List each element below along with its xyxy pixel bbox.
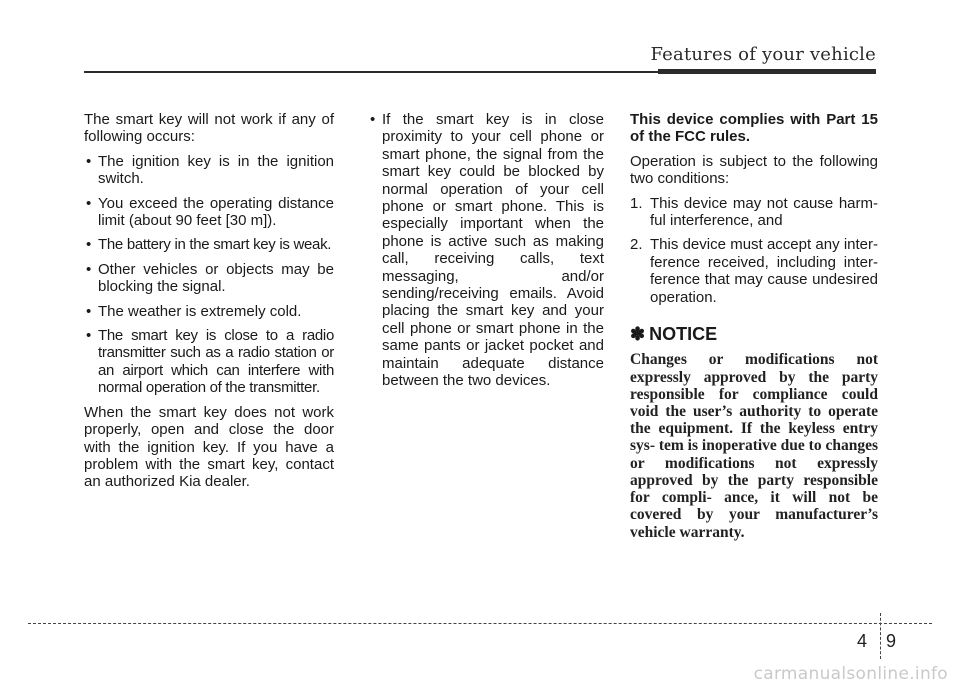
list-item: • The ignition key is in the ignition switch.	[84, 153, 334, 188]
closing-paragraph: When the smart key does not work properly, open and close the door with the ignition key. If you have a problem with the smart key, contact an authorized Kia dealer.	[84, 403, 334, 491]
list-item: • If the smart key is in close proximity to your cell phone or smart phone, the signal from the smart key could be blocked by normal operation of your cell phone or smart phone. This is especially important when the phone is active such as making call, receiving calls, text messaging, and/or sending/receiving emails. Avoid placing the smart key and your cell phone or smart phone in the same pants or jacket pocket and maintain adequate distance between the two devices.	[368, 111, 604, 390]
list-item-text: This device must accept any inter- ference received, including inter- ference that may cause undesired operation.	[650, 236, 878, 306]
list-item	[630, 195, 878, 230]
list-item: • The battery in the smart key is weak.	[84, 236, 334, 253]
operation-paragraph: Operation is subject to the following two conditions:	[630, 152, 878, 188]
list-item-text: This device may not cause harm- ful interference, and	[650, 194, 878, 230]
list-item: • You exceed the operating distance limit (about 90 feet [30 m]).	[84, 195, 334, 230]
column-left	[84, 111, 334, 498]
notice-star-icon: ✽	[630, 324, 646, 345]
watermark: carmanualsonline.info	[753, 664, 948, 684]
section-title: Features of your vehicle	[650, 44, 876, 65]
column-middle	[368, 111, 604, 397]
list-item: • Other vehicles or objects may be blocking the signal.	[84, 261, 334, 296]
notice-body: Changes or modifications not expressly approved by the party responsible for compliance could void the user’s authority to operate the equipment. If the keyless entry sys- tem is inoperative due to changes or modifications not expressly approved by the party responsible for compli- ance, it will not be covered by your manufacturer’s vehicle warranty.	[630, 351, 878, 541]
header-accent-bar	[658, 69, 876, 74]
fcc-compliance-heading: This device complies with Part 15 of the FCC rules.	[630, 111, 878, 146]
list-item: • The smart key is close to a radio transmitter such as a radio station or an airport which can interfere with normal operation of the transmitter.	[84, 327, 334, 397]
chapter-number: 4	[857, 631, 868, 651]
conditions-list	[630, 195, 878, 306]
phone-proximity-list	[368, 111, 604, 390]
list-item	[630, 236, 878, 306]
list-item: • The weather is extremely cold.	[84, 303, 334, 320]
list-number: 2.	[630, 236, 643, 254]
notice-heading	[630, 326, 878, 343]
notice-label: NOTICE	[649, 324, 718, 345]
footer-divider	[28, 623, 932, 624]
page-number: 9	[886, 631, 897, 651]
column-right	[630, 111, 878, 541]
failure-conditions-list	[84, 153, 334, 397]
intro-paragraph: The smart key will not work if any of following occurs:	[84, 111, 334, 146]
page-number-separator	[880, 613, 881, 659]
list-number: 1.	[630, 194, 643, 212]
